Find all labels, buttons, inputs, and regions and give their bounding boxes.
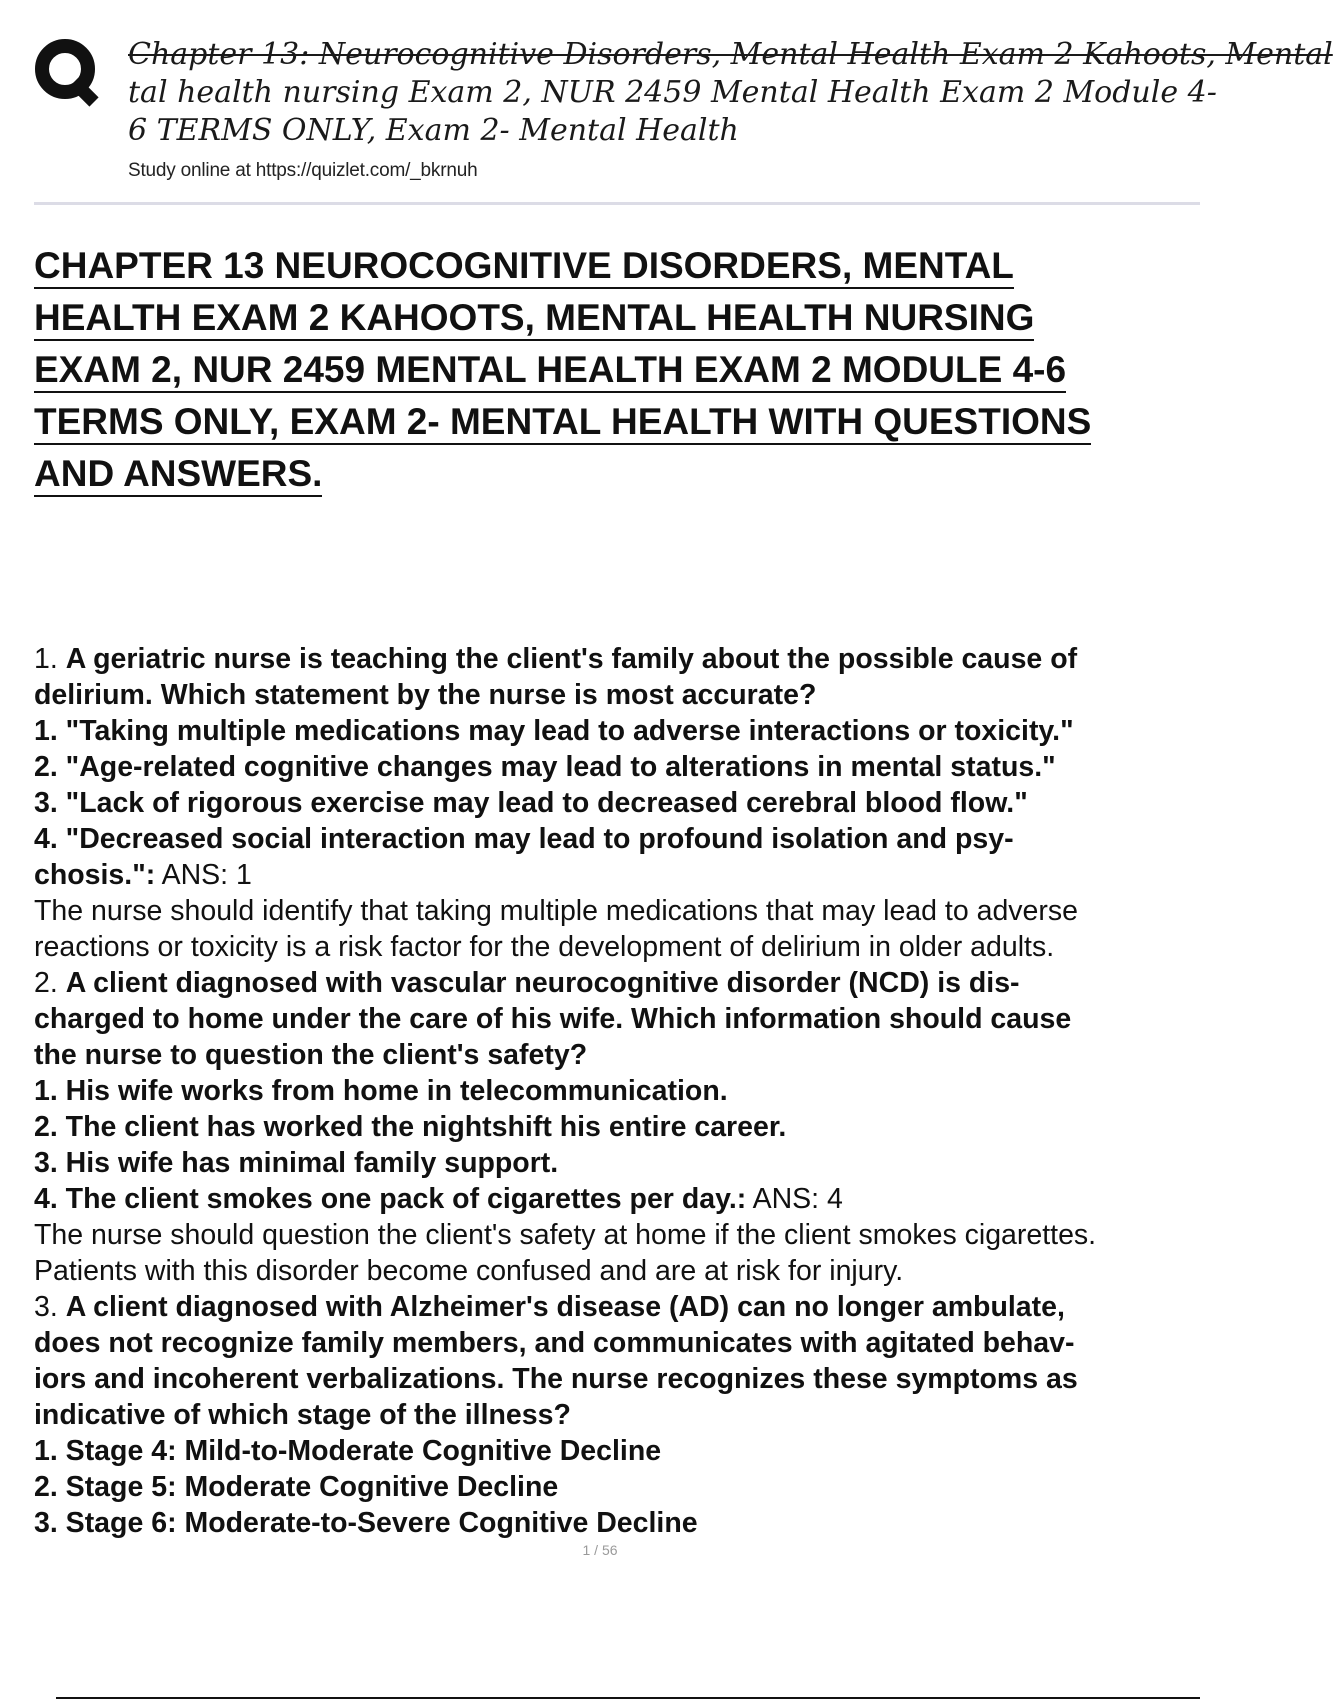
rationale-line: The nurse should question the client's safety at home if the client smokes cigarettes. [34,1219,1097,1251]
set-title-line: 6 TERMS ONLY, Exam 2- Mental Health [128,113,739,148]
heading-line: CHAPTER 13 NEUROCOGNITIVE DISORDERS, MENTAL [34,245,1014,289]
answer-option: 1. Stage 4: Mild-to-Moderate Cognitive Decline [34,1435,662,1467]
answer-option: 3. Stage 6: Moderate-to-Severe Cognitive Decline [34,1507,698,1539]
heading-line: AND ANSWERS. [34,453,322,497]
heading-line: HEALTH EXAM 2 KAHOOTS, MENTAL HEALTH NURSING [34,297,1034,341]
question-2-line: the nurse to question the client's safety? [34,1039,588,1071]
question-2-line: charged to home under the care of his wife. Which information should cause [34,1003,1072,1035]
set-title-line: Chapter 13: Neurocognitive Disorders, Mental Health Exam 2 Kahoots, Mental [128,37,1333,72]
question-3-line: iors and incoherent verbalizations. The nurse recognizes these symptoms as [34,1363,1078,1395]
question-3-line [34,1289,1200,1325]
answer-option: 1. His wife works from home in telecommunication. [34,1075,728,1107]
header-divider [34,202,1200,205]
study-online-link[interactable]: Study online at https://quizlet.com/_bkrnuh [128,160,478,181]
document-heading [34,240,1200,500]
answer-option-text: 4. The client smokes one pack of cigarettes per day.: [34,1183,747,1215]
answer-option: 1. "Taking multiple medications may lead to adverse interactions or toxicity." [34,715,1074,747]
question-text: A client diagnosed with vascular neurocognitive disorder (NCD) is dis- [65,967,1020,999]
answer-option: 2. Stage 5: Moderate Cognitive Decline [34,1471,559,1503]
question-1-line [34,641,1200,677]
page-number: 1 / 56 [582,1542,618,1558]
rationale-line: The nurse should identify that taking multiple medications that may lead to adverse [34,895,1078,927]
answer-option: 3. "Lack of rigorous exercise may lead to decreased cerebral blood flow." [34,787,1028,819]
question-3-line: indicative of which stage of the illness? [34,1399,571,1431]
question-text: A geriatric nurse is teaching the client's family about the possible cause of [65,643,1078,675]
question-number: 2. [34,967,66,999]
answer-key: ANS: 1 [155,859,252,891]
question-2-line [34,965,1200,1001]
rationale-line: Patients with this disorder become confused and are at risk for injury. [34,1255,904,1287]
heading-line: EXAM 2, NUR 2459 MENTAL HEALTH EXAM 2 MODULE 4-6 [34,349,1066,393]
question-3-line: does not recognize family members, and communicates with agitated behav- [34,1327,1075,1359]
question-number: 1. [34,643,66,675]
answer-option: 3. His wife has minimal family support. [34,1147,559,1179]
answer-option: 2. The client has worked the nightshift his entire career. [34,1111,787,1143]
question-text: A client diagnosed with Alzheimer's disease (AD) can no longer ambulate, [65,1291,1065,1323]
set-title-line: tal health nursing Exam 2, NUR 2459 Mental Health Exam 2 Module 4- [128,75,1217,110]
answer-key: ANS: 4 [746,1183,843,1215]
flashcard-list [34,641,1200,1541]
rationale-line: reactions or toxicity is a risk factor for the development of delirium in older adults. [34,931,1055,963]
answer-option-text: chosis.": [34,859,156,891]
bottom-divider [56,1697,1200,1699]
set-title [128,36,1333,150]
answer-option [34,857,1200,893]
quizlet-q-logo-icon [34,38,100,104]
question-number: 3. [34,1291,66,1323]
heading-line: TERMS ONLY, EXAM 2- MENTAL HEALTH WITH QUESTIONS [34,401,1091,445]
answer-option: 4. "Decreased social interaction may lead to profound isolation and psy- [34,823,1014,855]
question-1-line: delirium. Which statement by the nurse is most accurate? [34,679,817,711]
answer-option [34,1181,1200,1217]
answer-option: 2. "Age-related cognitive changes may lead to alterations in mental status." [34,751,1056,783]
